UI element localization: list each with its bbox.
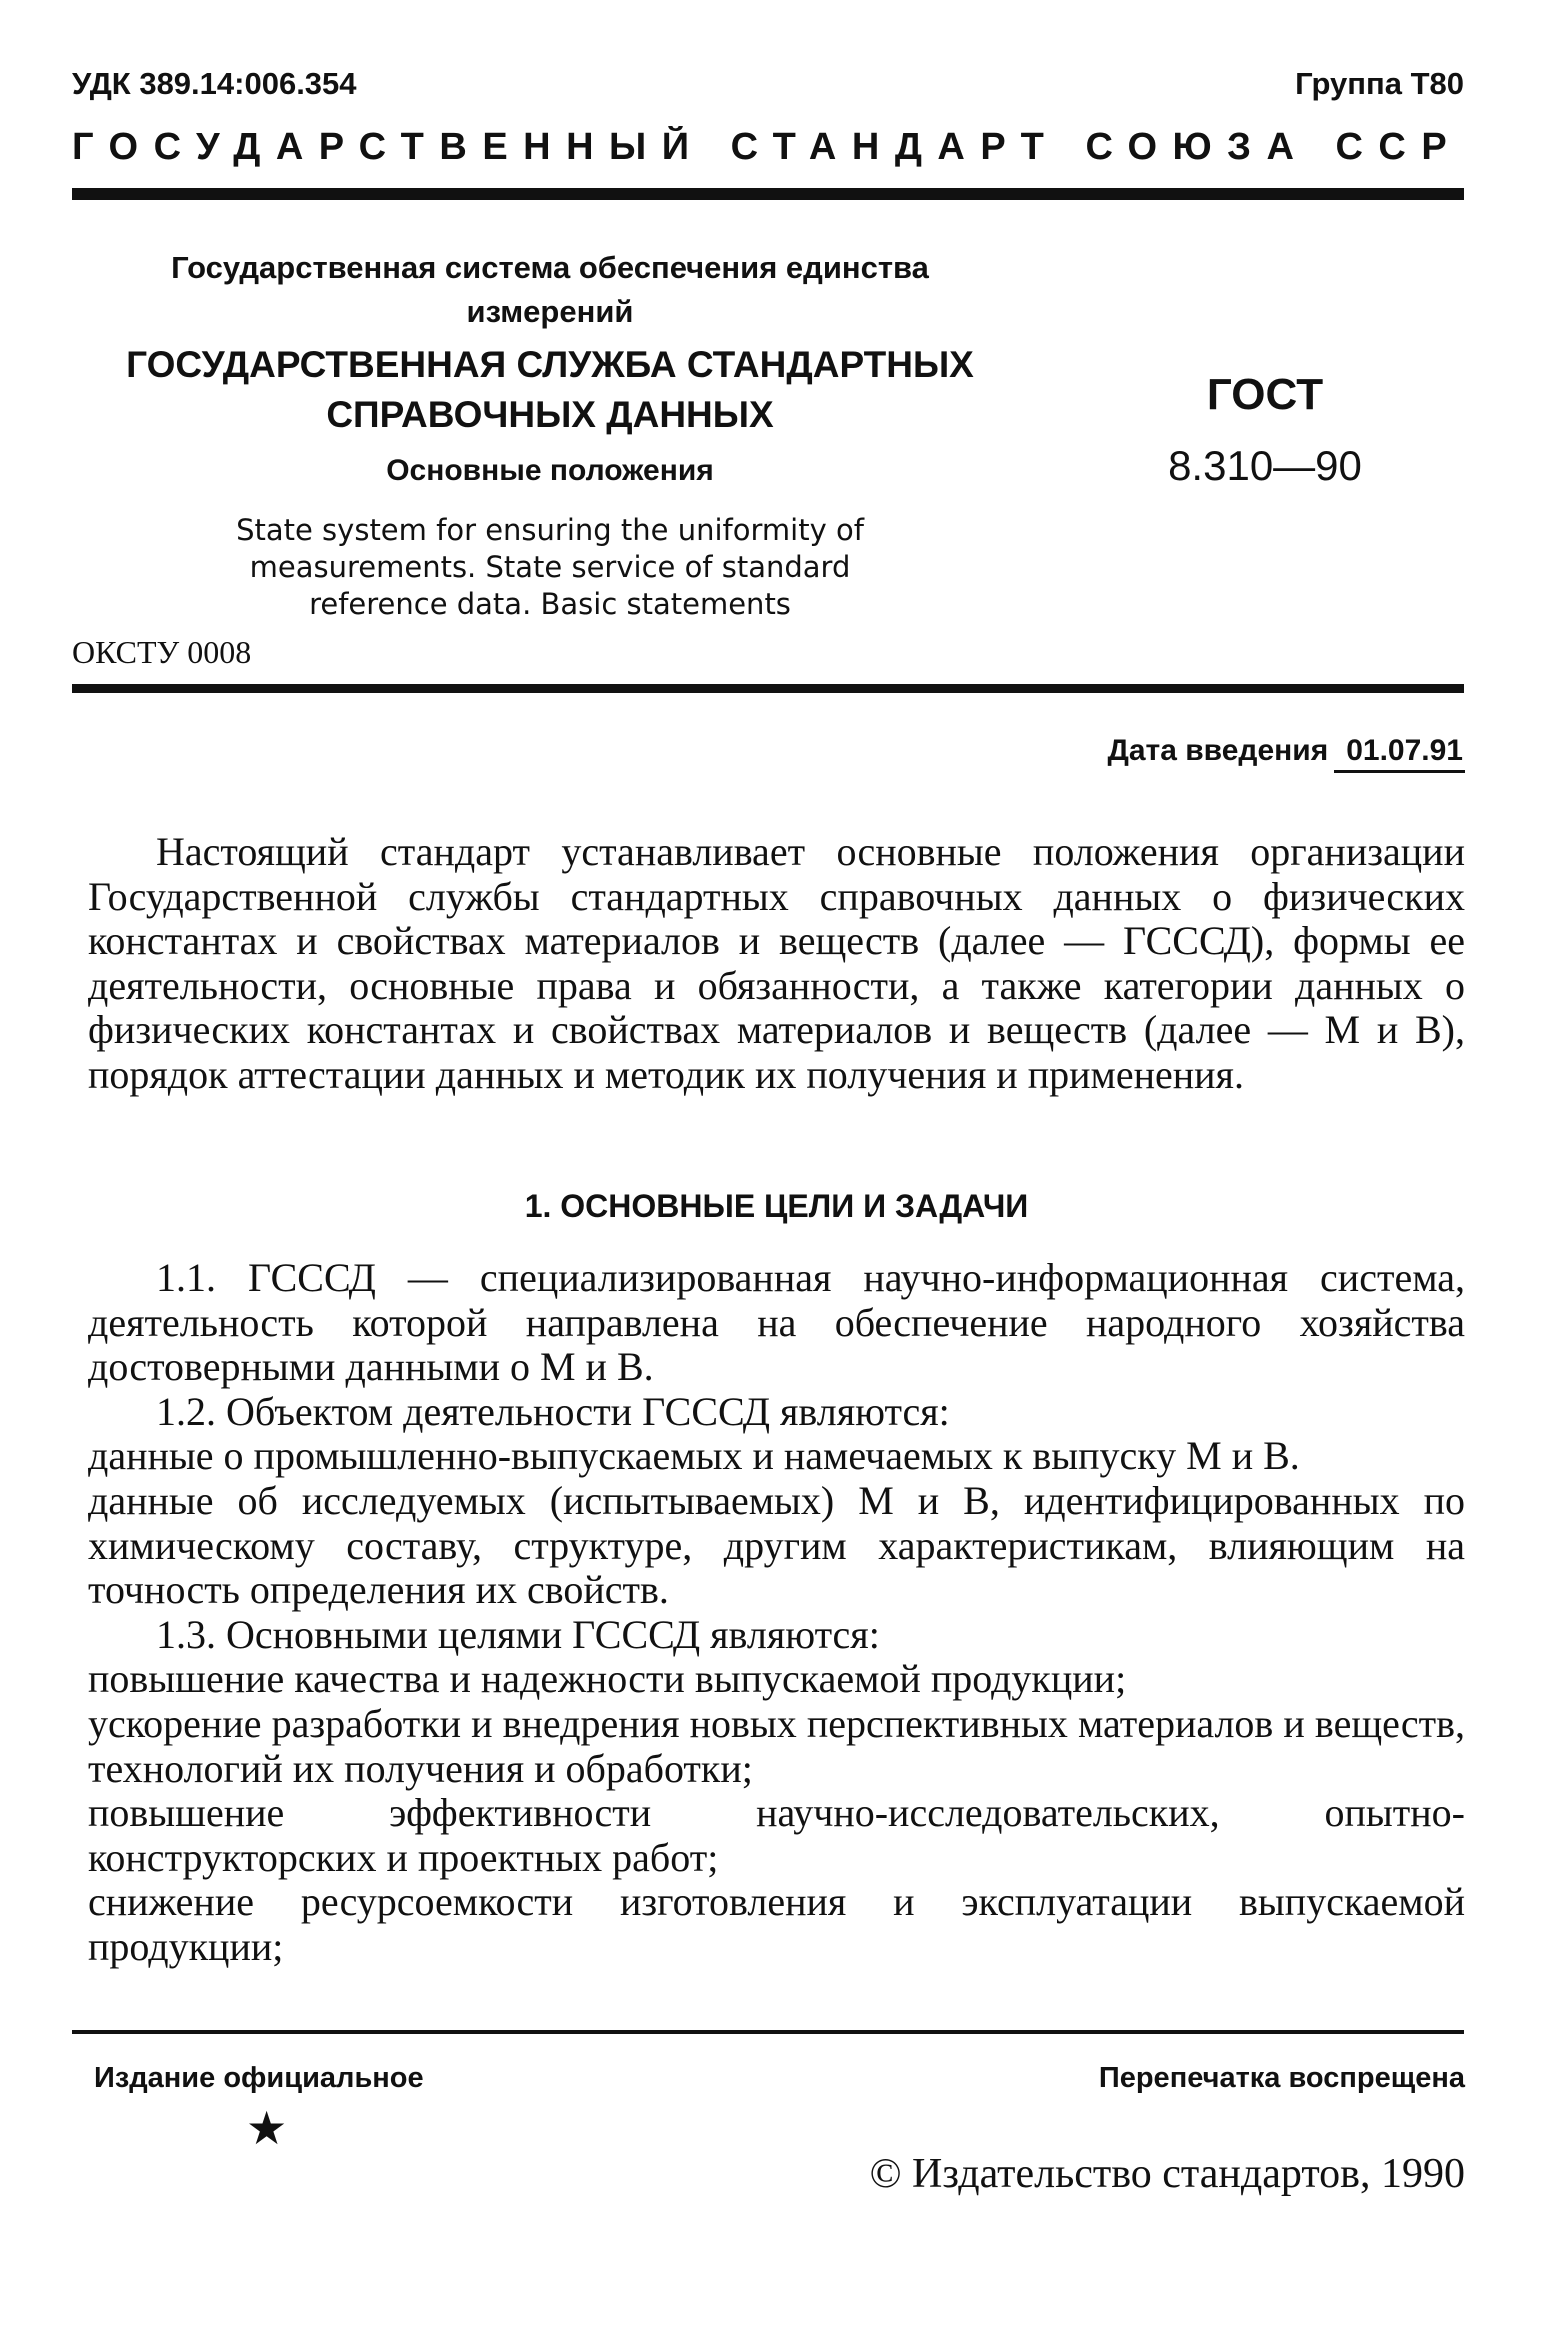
star-icon: ★ xyxy=(246,2103,288,2154)
paragraph-1-3b: ускорение разработки и внедрения новых перспективных материалов и веществ, технологий их получения и обработки; xyxy=(88,1700,1465,1791)
paragraph-1-1: 1.1. ГСССД — специализированная научно-информационная система, деятельность которой направлена на обеспечение народного хозяйства достоверными данными о М и В. xyxy=(88,1255,1465,1390)
intro-date-value: 01.07.91 xyxy=(1334,734,1465,773)
main-title-line2: СПРАВОЧНЫХ ДАННЫХ xyxy=(326,394,774,435)
group-code: Группа Т80 xyxy=(1295,66,1464,101)
main-title-line1: ГОСУДАРСТВЕННАЯ СЛУЖБА СТАНДАРТНЫХ xyxy=(126,344,974,385)
paragraph-1-3d: снижение ресурсоемкости изготовления и эксплуатации выпускаемой продукции; xyxy=(88,1879,1465,1969)
english-title-line3: reference data. Basic statements xyxy=(309,587,791,621)
section-heading: 1. ОСНОВНЫЕ ЦЕЛИ И ЗАДАЧИ xyxy=(524,1188,1029,1224)
intro-section xyxy=(88,830,1465,1098)
header-row xyxy=(72,66,1464,110)
english-title xyxy=(150,512,950,623)
footer-rule xyxy=(72,2030,1464,2034)
english-title-line2: measurements. State service of standard xyxy=(249,550,851,584)
paragraph-1-3c: повышение эффективности научно-исследовательских, опытно-конструкторских и проектных работ; xyxy=(88,1790,1465,1880)
system-title xyxy=(100,246,1000,334)
state-standard-title: ГОСУДАРСТВЕННЫЙ СТАНДАРТ СОЮЗА ССР xyxy=(72,126,1463,168)
paragraph-1-3a: повышение качества и надежности выпускаемой продукции; xyxy=(88,1656,1127,1702)
section-1-body xyxy=(88,1256,1465,1970)
title-rule xyxy=(72,684,1464,693)
paragraph-1-2: 1.2. Объектом деятельности ГСССД являются: xyxy=(156,1388,950,1434)
paragraph-1-3: 1.3. Основными целями ГСССД являются: xyxy=(156,1611,880,1657)
okstu-code: ОКСТУ 0008 xyxy=(72,634,252,670)
system-title-line1: Государственная система обеспечения единства xyxy=(171,250,929,285)
intro-paragraph: Настоящий стандарт устанавливает основные положения организации Государственной службы стандартных справочных данных о физических константах и свойствах материалов и веществ (далее — ГСССД), формы ее деятельности, основные права и обязанности, а также категории данных о физических константах и свойствах материалов и веществ (далее — М и В), порядок аттестации данных и методик их получения и применения. xyxy=(88,829,1465,1097)
gost-number: 8.310—90 xyxy=(1168,442,1362,489)
udk-code: УДК 389.14:006.354 xyxy=(72,66,357,101)
main-title xyxy=(100,340,1000,440)
english-title-line1: State system for ensuring the uniformity of xyxy=(236,513,864,547)
header-rule xyxy=(72,188,1464,200)
paragraph-1-2a: данные о промышленно-выпускаемых и намечаемых к выпуску М и В. xyxy=(88,1433,1300,1479)
system-title-line2: измерений xyxy=(466,294,634,329)
publisher-copyright: © Издательство стандартов, 1990 xyxy=(869,2151,1465,2197)
intro-date xyxy=(1107,734,1465,773)
official-edition: Издание официальное xyxy=(94,2062,424,2094)
paragraph-1-2b: данные об исследуемых (испытываемых) М и В, идентифицированных по химическому составу, структуре, другим характеристикам, влияющим на точность определения их свойств. xyxy=(88,1477,1465,1613)
intro-date-label: Дата введения xyxy=(1107,734,1329,767)
gost-label: ГОСТ xyxy=(1206,370,1324,419)
subtitle: Основные положения xyxy=(386,454,714,487)
reprint-notice: Перепечатка воспрещена xyxy=(1098,2062,1465,2094)
